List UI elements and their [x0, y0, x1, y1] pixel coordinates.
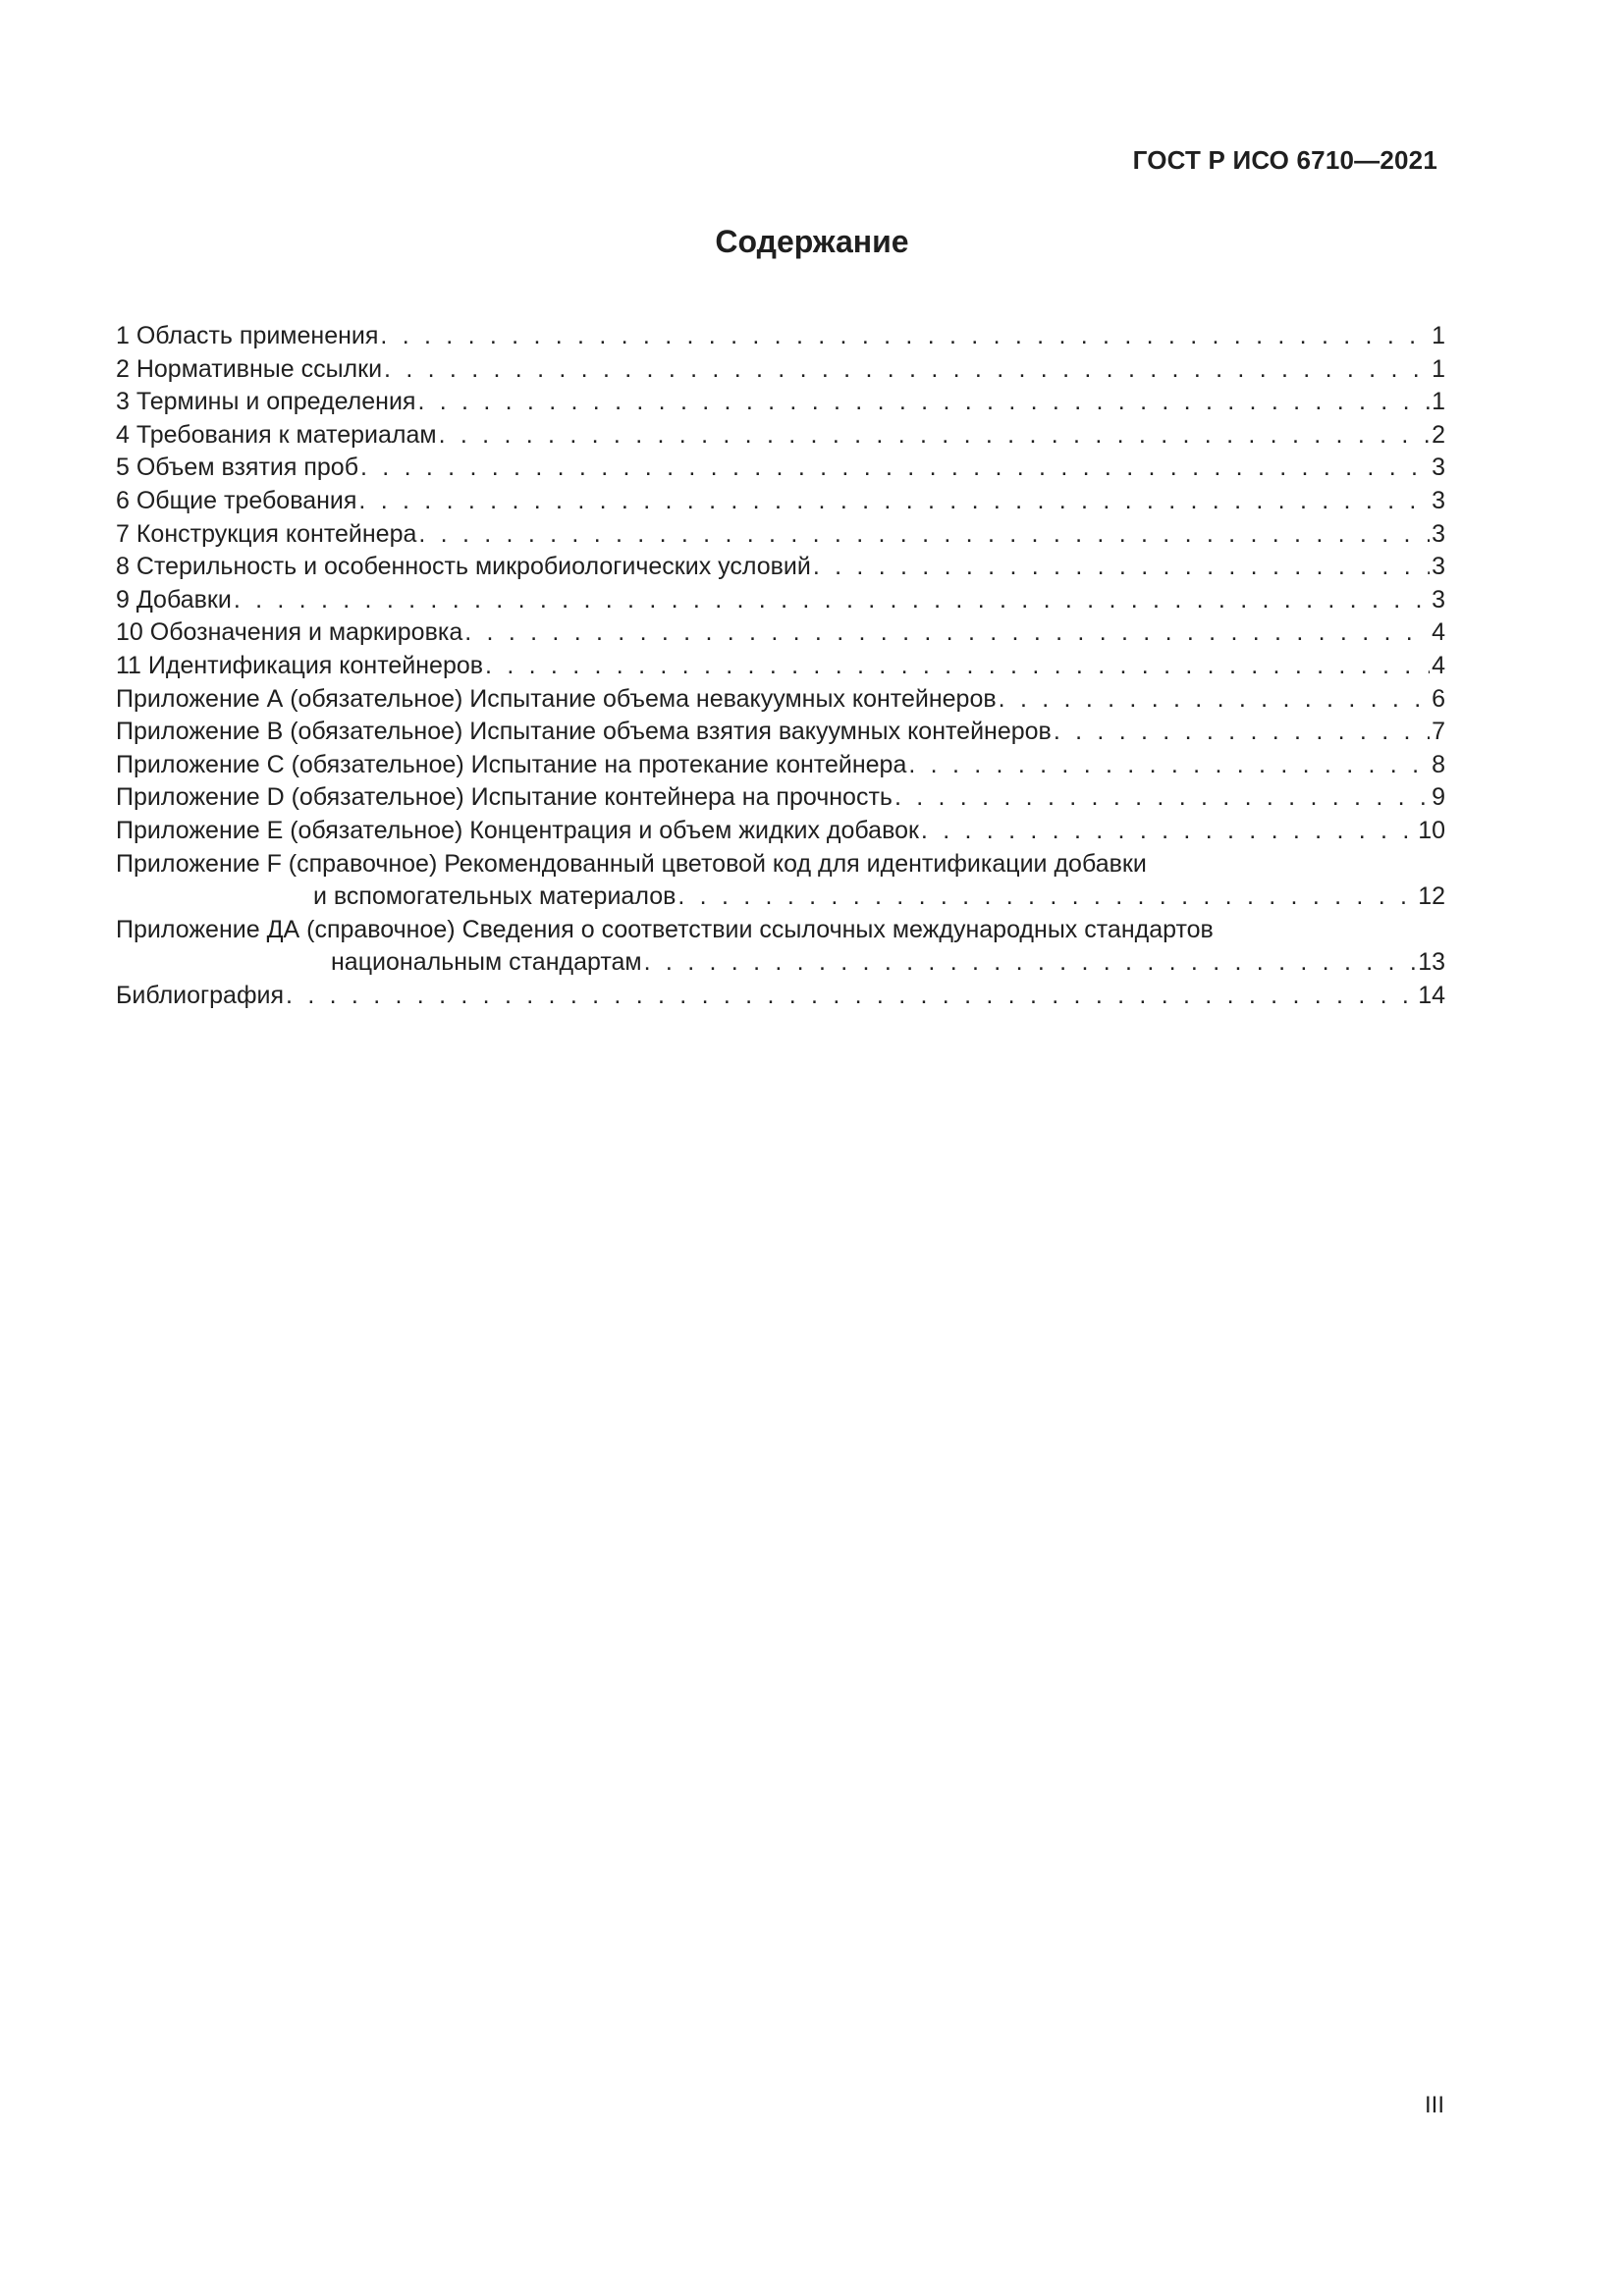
toc-entry-label: Приложение ДА (справочное) Сведения о соответствии ссылочных международных стандартов	[116, 915, 1214, 943]
toc-entry[interactable]	[116, 781, 1445, 815]
toc-entry-label: Приложение D (обязательное) Испытание контейнера на прочность	[116, 783, 893, 812]
toc-entry-label: Приложение F (справочное) Рекомендованный цветовой код для идентификации добавки	[116, 849, 1147, 878]
toc-entry[interactable]	[116, 683, 1445, 717]
toc-entry[interactable]	[116, 320, 1445, 353]
toc-leader-dots	[358, 485, 1430, 518]
toc-leader-dots	[286, 980, 1416, 1013]
toc-title: Содержание	[715, 224, 909, 259]
toc-entry-multiline[interactable]	[116, 848, 1445, 914]
toc-entry-multiline[interactable]	[116, 914, 1445, 980]
toc-entry[interactable]	[116, 419, 1445, 453]
toc-entry-page: 14	[1418, 981, 1445, 1009]
toc-entry-page: 8	[1432, 750, 1445, 778]
toc-entry-page: 1	[1432, 388, 1445, 416]
toc-entry-page: 3	[1432, 454, 1445, 482]
toc-leader-dots	[234, 584, 1430, 617]
toc-leader-dots	[380, 320, 1430, 353]
toc-leader-dots	[418, 518, 1430, 552]
toc-entry-label: 1 Область применения	[116, 322, 379, 349]
toc-entry-label: 7 Конструкция контейнера	[116, 519, 417, 548]
toc-leader-dots	[644, 946, 1417, 980]
toc-entry[interactable]	[116, 386, 1445, 419]
toc-entry[interactable]	[116, 749, 1445, 782]
toc-entry[interactable]	[116, 353, 1445, 387]
toc-leader-dots	[999, 683, 1430, 717]
toc-entry[interactable]	[116, 815, 1445, 848]
toc-entry[interactable]	[116, 518, 1445, 552]
toc-entry-continuation	[116, 881, 1445, 914]
document-code: ГОСТ Р ИСО 6710—2021	[1132, 145, 1437, 175]
toc-leader-dots	[921, 815, 1416, 848]
toc-entry[interactable]	[116, 485, 1445, 518]
toc-entry-label: Библиография	[116, 981, 285, 1009]
toc-leader-dots	[417, 386, 1430, 419]
toc-entry-label: 2 Нормативные ссылки	[116, 354, 383, 383]
toc-entry-label: 6 Общие требования	[116, 486, 357, 514]
toc-entry-label: 4 Требования к материалам	[116, 420, 437, 449]
toc-entry-page: 7	[1432, 718, 1445, 746]
toc-entry-label-continuation: и вспомогательных материалов	[313, 882, 677, 911]
toc-entry[interactable]	[116, 551, 1445, 584]
toc-entry-label: Приложение В (обязательное) Испытание объема взятия вакуумных контейнеров	[116, 718, 1052, 746]
toc-entry-page: 10	[1418, 816, 1445, 844]
toc-entry-label: 5 Объем взятия проб	[116, 454, 359, 482]
toc-entry[interactable]	[116, 452, 1445, 485]
page-number: III	[1424, 2092, 1444, 2118]
toc-entry-page: 3	[1432, 585, 1445, 614]
toc-entry-page: 1	[1432, 322, 1445, 349]
toc-entry-page: 3	[1432, 553, 1445, 581]
toc-entry-label: 10 Обозначения и маркировка	[116, 618, 463, 647]
toc-leader-dots	[1054, 716, 1430, 749]
toc-entry[interactable]	[116, 584, 1445, 617]
toc-leader-dots	[464, 616, 1430, 650]
toc-leader-dots	[908, 749, 1430, 782]
table-of-contents	[116, 320, 1445, 1012]
toc-entry-label-continuation: национальным стандартам	[331, 948, 642, 977]
toc-entry-page: 2	[1432, 420, 1445, 449]
toc-entry[interactable]	[116, 616, 1445, 650]
toc-entry-label: Приложение С (обязательное) Испытание на протекание контейнера	[116, 750, 907, 778]
toc-leader-dots	[677, 881, 1416, 914]
toc-leader-dots	[894, 781, 1430, 815]
toc-entry-label: 3 Термины и определения	[116, 388, 416, 416]
toc-entry-page: 1	[1432, 354, 1445, 383]
toc-leader-dots	[813, 551, 1430, 584]
toc-entry-page: 9	[1432, 783, 1445, 812]
toc-entry[interactable]	[116, 716, 1445, 749]
toc-leader-dots	[485, 650, 1430, 683]
toc-leader-dots	[384, 353, 1430, 387]
toc-entry-label: 11 Идентификация контейнеров	[116, 651, 484, 679]
toc-entry-label: Приложение Е (обязательное) Концентрация и объем жидких добавок	[116, 816, 919, 844]
toc-entry-page: 6	[1432, 684, 1445, 713]
toc-entry-continuation	[116, 946, 1445, 980]
toc-entry-label: 8 Стерильность и особенность микробиологических условий	[116, 553, 811, 581]
toc-entry-page: 12	[1418, 882, 1445, 911]
toc-entry-page: 13	[1418, 948, 1445, 977]
toc-entry-label: Приложение А (обязательное) Испытание объема невакуумных контейнеров	[116, 684, 997, 713]
toc-entry-page: 3	[1432, 519, 1445, 548]
toc-leader-dots	[360, 452, 1430, 485]
toc-entry-label: 9 Добавки	[116, 585, 232, 614]
toc-entry-page: 3	[1432, 486, 1445, 514]
toc-entry[interactable]	[116, 980, 1445, 1013]
toc-entry[interactable]	[116, 650, 1445, 683]
toc-leader-dots	[439, 419, 1431, 453]
toc-entry-page: 4	[1432, 651, 1445, 679]
toc-entry-page: 4	[1432, 618, 1445, 647]
